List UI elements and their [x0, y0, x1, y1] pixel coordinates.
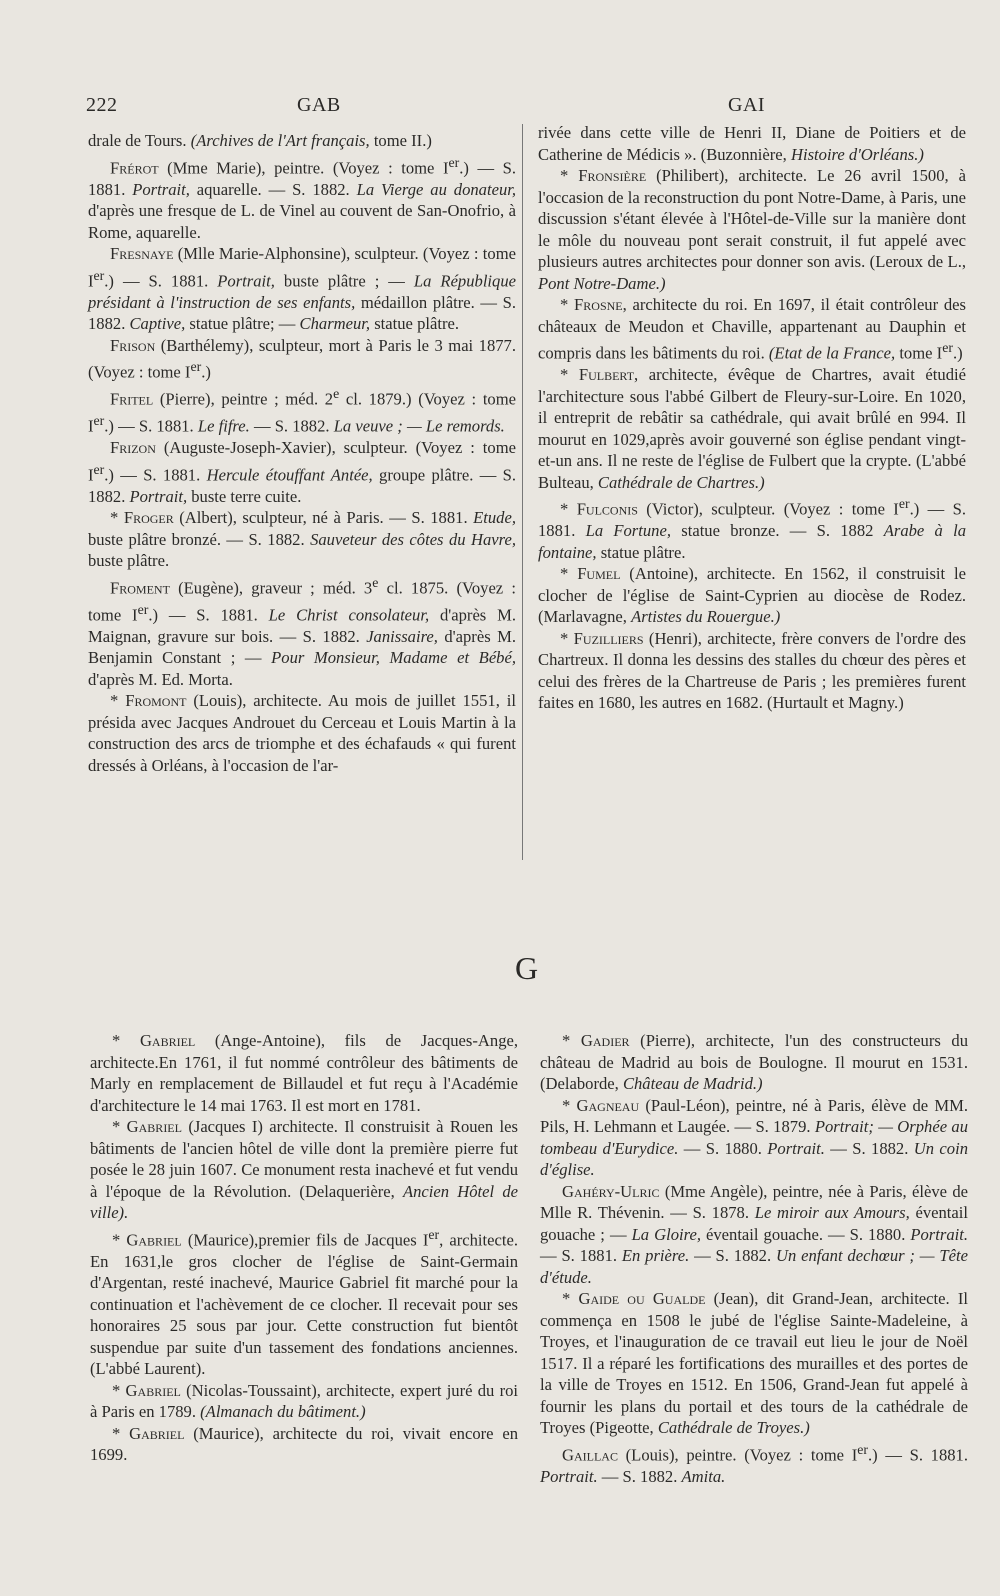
- entry-paragraph: drale de Tours. (Archives de l'Art français, tome II.): [88, 131, 432, 150]
- entry-paragraph: * Gaide ou Gualde (Jean), dit Grand-Jean, architecte. Il commença en 1508 le jubé de l'église Sainte-Madeleine, à Troyes, et l'inauguration de ce travail eut lieu le jour de Noël 1517. Il a réparé les fortifications des murailles et des portes de la ville de Troyes en 1512. En 1506, Grand-Jean fut appelé à fournir les plans du portail et des tours de la cathédrale de Troyes (Pigeotte, Cathédrale de Troyes.): [540, 1289, 968, 1437]
- entry-paragraph: Gahéry-Ulric (Mme Angèle), peintre, née à Paris, élève de Mlle R. Thévenin. — S. 1878. Le miroir aux Amours, éventail gouache ; — La Gloire, éventail gouache. — S. 1880. Portrait. — S. 1881. En prière. — S. 1882. Un enfant dechœur ; — Tête d'étude.: [540, 1181, 968, 1287]
- entry-paragraph: Fresnaye (Mlle Marie-Alphonsine), sculpteur. (Voyez : tome Ier.) — S. 1881. Portrait, buste plâtre ; — La République présidant à l'instruction de ses enfants, médaillon plâtre. — S. 1882. Captive, statue plâtre; — Charmeur, statue plâtre.: [88, 244, 517, 334]
- entry-paragraph: * Frosne, architecte du roi. En 1697, il était contrôleur des châteaux de Meudon et Chaville, appartenant au Dauphin et compris dans les bâtiments du roi. (Etat de la France, tome Ier.): [538, 295, 966, 363]
- entry-paragraph: * Gabriel (Jacques I) architecte. Il construisit à Rouen les bâtiments de l'ancien hôtel de ville dont la première pierre fut posée le 28 juin 1607. Ce monument resta inachevé et fut vendu à l'époque de la Révolution. (Delaquerière, Ancien Hôtel de ville).: [90, 1117, 518, 1222]
- entry-paragraph: Frison (Barthélemy), sculpteur, mort à Paris le 3 mai 1877. (Voyez : tome Ier.): [88, 335, 516, 382]
- entry-paragraph: * Fuzilliers (Henri), architecte, frère convers de l'ordre des Chartreux. Il donna les dessins des stalles du chœur des pères et celui des frères de la Chartreuse de Paris ; les premières furent faites en 1680, les autres en 1682. (Hurtault et Magny.): [538, 628, 967, 713]
- entry-paragraph: * Gagneau (Paul-Léon), peintre, né à Paris, élève de MM. Pils, H. Lehmann et Laugée. — S. 1879. Portrait; — Orphée au tombeau d'Eurydice. — S. 1880. Portrait. — S. 1882. Un coin d'église.: [540, 1095, 969, 1179]
- entry-paragraph: * Gabriel (Nicolas-Toussaint), architecte, expert juré du roi à Paris en 1789. (Almanach du bâtiment.): [90, 1380, 518, 1422]
- entry-paragraph: Frérot (Mme Marie), peintre. (Voyez : tome Ier.) — S. 1881. Portrait, aquarelle. — S. 1882. La Vierge au donateur, d'après une fresque de L. de Vinel au couvent de San-Onofrio, à Rome, aquarelle.: [88, 154, 517, 242]
- column-top-left: [88, 130, 516, 776]
- column-top-right: [538, 122, 966, 714]
- entry-paragraph: Fritel (Pierre), peintre ; méd. 2e cl. 1879.) (Voyez : tome Ier.) — S. 1881. Le fifre. — S. 1882. La veuve ; — Le remords.: [88, 386, 516, 436]
- column-divider: [522, 124, 523, 860]
- entry-paragraph: * Gabriel (Ange-Antoine), fils de Jacques-Ange, architecte.En 1761, il fut nommé contrôleur des bâtiments de Marly en remplacement de Billaudel et fut reçu à l'Académie d'architecture le 14 mai 1763. Il est mort en 1781.: [90, 1031, 518, 1115]
- entry-paragraph: * Fumel (Antoine), architecte. En 1562, il construisit le clocher de l'église de Saint-Cyprien au diocèse de Rodez. (Marlavagne, Artistes du Rouergue.): [538, 564, 966, 627]
- entry-paragraph: rivée dans cette ville de Henri II, Diane de Poitiers et de Catherine de Médicis ». (Buzonnière, Histoire d'Orléans.): [538, 123, 966, 164]
- column-bottom-right: [540, 1030, 968, 1487]
- entry-paragraph: Gaillac (Louis), peintre. (Voyez : tome Ier.) — S. 1881. Portrait. — S. 1882. Amita.: [540, 1441, 968, 1486]
- entry-paragraph: * Gabriel (Maurice),premier fils de Jacques Ier, architecte. En 1631,le gros clocher de l'église de Saint-Germain d'Argentan, resté inachevé, Maurice Gabriel fit marché pour la continuation et l'achèvement de ce clocher. Il recevait pour ses honoraires 25 sous par jour. Cette construction fut bientôt suspendue par suite d'un tassement des fondations anciennes. (L'abbé Laurent).: [90, 1226, 518, 1379]
- section-letter: G: [515, 950, 539, 986]
- entry-paragraph: Frizon (Auguste-Joseph-Xavier), sculpteur. (Voyez : tome Ier.) — S. 1881. Hercule étouffant Antée, groupe plâtre. — S. 1882. Portrait, buste terre cuite.: [88, 438, 516, 506]
- entry-paragraph: * Gadier (Pierre), architecte, l'un des constructeurs du château de Madrid au bois de Boulogne. Il mourut en 1531. (Delaborde, Château de Madrid.): [540, 1031, 968, 1093]
- entry-paragraph: * Fronsière (Philibert), architecte. Le 26 avril 1500, à l'occasion de la reconstruction du pont Notre-Dame, à Paris, une discussion s'étant élevée à l'Hôtel-de-Ville sur la manière dont le môle du nouveau pont serait construit, il fut appelé avec plusieurs autres architectes pour donner son avis. (Leroux de L., Pont Notre-Dame.): [538, 166, 966, 293]
- column-bottom-left: [90, 1030, 518, 1466]
- page-number: 222: [86, 94, 118, 116]
- entry-paragraph: * Gabriel (Maurice), architecte du roi, vivait encore en 1699.: [90, 1423, 518, 1465]
- entry-paragraph: * Fromont (Louis), architecte. Au mois de juillet 1551, il présida avec Jacques Androuet du Cerceau et Louis Martin à la construction des arcs de triomphe et des échafauds « qui furent dressés à Orléans, à l'occasion de l'ar-: [88, 691, 516, 775]
- entry-paragraph: * Fulconis (Victor), sculpteur. (Voyez : tome Ier.) — S. 1881. La Fortune, statue bronze. — S. 1882 Arabe à la fontaine, statue plâtre.: [538, 496, 966, 562]
- entry-paragraph: * Froger (Albert), sculpteur, né à Paris. — S. 1881. Etude, buste plâtre bronzé. — S. 1882. Sauveteur des côtes du Havre, buste plâtre.: [88, 508, 516, 571]
- running-head-right: GAI: [728, 94, 766, 116]
- entry-paragraph: * Fulbert, architecte, évêque de Chartres, avait étudié l'architecture sous l'abbé Gilbert de Fleury-sur-Loire. En 1020, il entreprit de rebâtir sa cathédrale, qui avait brûlé en 994. Il mourut en 1029,après avoir gouverné son église pendant vingt-et-un ans. Il ne reste de l'église de Fulbert que la crypte. (L'abbé Bulteau, Cathédrale de Chartres.): [538, 365, 966, 492]
- running-head-left: GAB: [297, 94, 341, 116]
- entry-paragraph: Froment (Eugène), graveur ; méd. 3e cl. 1875. (Voyez : tome Ier.) — S. 1881. Le Christ consolateur, d'après M. Maignan, gravure sur bois. — S. 1882. Janissaire, d'après M. Benjamin Constant ; — Pour Monsieur, Madame et Bébé, d'après M. Ed. Morta.: [88, 574, 517, 689]
